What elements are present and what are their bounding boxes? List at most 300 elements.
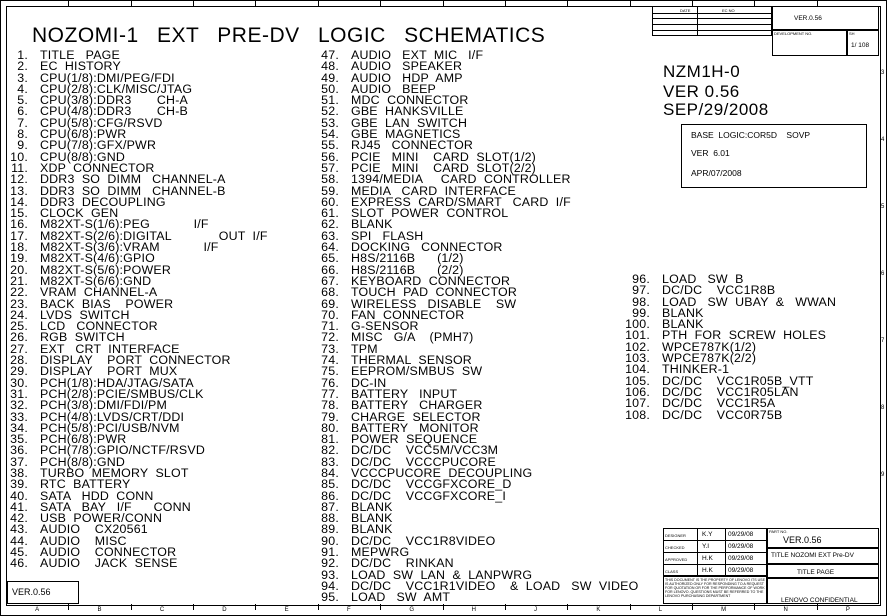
- toc-number: 106.: [625, 384, 650, 399]
- border-tick: [193, 604, 194, 610]
- toc-title: DOCKING CONNECTOR: [351, 240, 503, 255]
- approval-role: CHECKED: [665, 545, 685, 550]
- toc-number: 55.: [321, 138, 339, 153]
- base-logic-box: [681, 124, 867, 188]
- confidential-label: LENOVO CONFIDENTIAL: [781, 597, 858, 604]
- toc-number: 48.: [321, 59, 339, 74]
- border-letter: P: [845, 607, 850, 613]
- toc-title: BLANK: [351, 499, 393, 514]
- toc-title: LOAD SW LAN & LANPWRG: [351, 567, 533, 582]
- toc-number: 86.: [321, 488, 339, 503]
- toc-title: DISPLAY PORT CONNECTOR: [40, 353, 231, 368]
- border-tick: [255, 604, 256, 610]
- border-letter: D: [222, 607, 227, 613]
- toc-title: DC-IN: [351, 375, 387, 390]
- border-number: 3: [881, 70, 885, 76]
- toc-title: FAN CONNECTOR: [351, 307, 465, 322]
- toc-number: 68.: [321, 285, 339, 300]
- toc-number: 49.: [321, 70, 339, 85]
- border-tick: [754, 0, 755, 6]
- page-title: NOZOMI-1 EXT PRE-DV LOGIC SCHEMATICS: [32, 24, 546, 47]
- toc-number: 73.: [321, 341, 339, 356]
- toc-number: 74.: [321, 353, 339, 368]
- toc-number: 94.: [321, 578, 339, 593]
- title-block-bottom: [663, 528, 879, 604]
- toc-number: 16.: [10, 217, 28, 232]
- toc-number: 45.: [10, 545, 28, 560]
- toc-title: BLANK: [662, 317, 704, 332]
- toc-title: KEYBOARD CONNECTOR: [351, 273, 511, 288]
- toc-number: 56.: [321, 149, 339, 164]
- sheet-number: 1/ 108: [851, 42, 870, 49]
- border-letter: L: [658, 607, 663, 613]
- toc-title: M82XT-S(4/6):GPIO: [40, 251, 155, 266]
- toc-title: DISPLAY PORT MUX: [40, 364, 178, 379]
- toc-number: 102.: [625, 339, 650, 354]
- base-date: APR/07/2008: [691, 168, 742, 178]
- toc-number: 35.: [10, 432, 28, 447]
- border-letter: J: [534, 607, 538, 613]
- toc-number: 39.: [10, 477, 28, 492]
- toc-number: 77.: [321, 386, 339, 401]
- toc-number: 107.: [625, 396, 650, 411]
- toc-title: PCH(6/8):PWR: [40, 432, 127, 447]
- toc-title: BATTERY INPUT: [351, 386, 458, 401]
- toc-number: 70.: [321, 307, 339, 322]
- toc-number: 66.: [321, 262, 339, 277]
- toc-number: 97.: [632, 283, 650, 298]
- approval-role: APPROVED: [665, 557, 688, 562]
- toc-title: PCH(1/8):HDA/JTAG/SATA: [40, 375, 194, 390]
- border-tick: [255, 0, 256, 6]
- toc-number: 103.: [625, 351, 650, 366]
- toc-title: CPU(3/8):DDR3 CH-A: [40, 93, 189, 108]
- toc-title: DC/DC VCC1R05LAN: [662, 384, 799, 399]
- border-letter: E: [284, 607, 289, 613]
- toc-title: SATA HDD CONN: [40, 488, 154, 503]
- toc-title: PCH(2/8):PCIE/SMBUS/CLK: [40, 386, 204, 401]
- toc-title: LCD CONNECTOR: [40, 319, 158, 334]
- toc-title: LOAD SW UBAY & WWAN: [662, 294, 837, 309]
- border-tick: [692, 604, 693, 610]
- toc-title: VRAM CHANNEL-A: [40, 285, 158, 300]
- toc-number: 11.: [11, 160, 28, 175]
- toc-title: PCIE MINI CARD SLOT(1/2): [351, 149, 537, 164]
- toc-title: DDR3 DECOUPLING: [40, 194, 166, 209]
- toc-title: DC/DC VCC5M/VCC3M: [351, 443, 499, 458]
- border-tick: [567, 0, 568, 6]
- toc-title: M82XT-S(3/6):VRAM I/F: [40, 240, 219, 255]
- toc-number: 50.: [321, 81, 339, 96]
- toc-entry: [311, 592, 638, 603]
- toc-title: LOAD SW B: [662, 272, 744, 286]
- border-number: 6: [881, 271, 885, 277]
- toc-number: 95.: [321, 590, 339, 605]
- toc-number: 90.: [321, 533, 339, 548]
- toc-number: 25.: [10, 319, 28, 334]
- toc-number: 108.: [625, 407, 650, 422]
- approval-initials: K.Y: [702, 531, 713, 538]
- toc-title: TITLE PAGE: [40, 48, 120, 62]
- toc-number: 29.: [10, 364, 28, 379]
- toc-title: EEPROM/SMBUS SW: [351, 364, 483, 379]
- toc-title: BLANK: [351, 511, 393, 526]
- property-notice: THIS DOCUMENT IS THE PROPERTY OF LENOVO ITS USE IS AUTHORIZED ONLY FOR RESPONDING TO A REQUEST FOR QUOTATION OR FOR THE PERFORMANCE OF WORK FOR LENOVO. QUESTIONS MUST BE REFERRED TO THE LENOVO PURCHASING DEPARTMENT: [665, 578, 765, 598]
- toc-number: 99.: [632, 305, 650, 320]
- toc-number: 33.: [10, 409, 28, 424]
- border-letter: C: [159, 607, 165, 613]
- toc-number: 54.: [321, 127, 339, 142]
- toc-title: CPU(2/8):CLK/MISC/JTAG: [40, 81, 193, 96]
- toc-title: CPU(1/8):DMI/PEG/FDI: [40, 70, 175, 85]
- toc-title: DC/DC VCC1R1VIDEO & LOAD SW VIDEO: [351, 578, 639, 593]
- toc-column-2: [311, 50, 638, 604]
- toc-title: DC/DC VCC0R75B: [662, 407, 783, 422]
- sheet-header: SH: [849, 31, 855, 36]
- toc-title: POWER SEQUENCE: [351, 432, 478, 447]
- border-tick: [443, 604, 444, 610]
- toc-number: 75.: [321, 364, 339, 379]
- toc-title: TPM: [351, 341, 378, 356]
- toc-title: THINKER-1: [662, 362, 730, 377]
- toc-title: CPU(5/8):CFG/RSVD: [40, 115, 163, 130]
- toc-number: 26.: [10, 330, 28, 345]
- toc-number: 28.: [10, 353, 28, 368]
- toc-title: M82XT-S(1/6):PEG I/F: [40, 217, 209, 232]
- toc-number: 63.: [321, 228, 339, 243]
- approval-date: 09/29/08: [728, 543, 754, 550]
- toc-title: SPI FLASH: [351, 228, 424, 243]
- toc-title: DC/DC VCC1R8B: [662, 283, 776, 298]
- approval-initials: Y.I: [702, 543, 710, 550]
- toc-title: BLANK: [351, 217, 393, 232]
- border-tick: [692, 0, 693, 6]
- border-number: 7: [881, 338, 885, 344]
- toc-number: 105.: [625, 373, 650, 388]
- toc-number: 67.: [321, 273, 339, 288]
- toc-number: 44.: [10, 533, 28, 548]
- toc-number: 60.: [321, 194, 339, 209]
- toc-title: BLANK: [351, 522, 393, 537]
- toc-title: AUDIO BEEP: [351, 81, 437, 96]
- model-date: SEP/29/2008: [663, 100, 769, 119]
- date-header: DATE: [680, 8, 691, 13]
- border-tick: [380, 604, 381, 610]
- toc-title: SLOT POWER CONTROL: [351, 206, 509, 221]
- toc-title: DC/DC VCCCPUCORE: [351, 454, 496, 469]
- toc-title: M82XT-S(5/6):POWER: [40, 262, 171, 277]
- approval-role: DESIGNER: [665, 533, 686, 538]
- toc-column-3: [622, 274, 836, 421]
- toc-number: 64.: [321, 240, 339, 255]
- border-tick: [505, 604, 506, 610]
- toc-number: 20.: [10, 262, 28, 277]
- toc-number: 1.: [17, 48, 28, 62]
- devno-header: DEVELOPMENT NO.: [774, 31, 813, 36]
- toc-number: 72.: [321, 330, 339, 345]
- part-number: VER.0.56: [783, 535, 822, 545]
- border-number: 4: [881, 137, 885, 143]
- toc-number: 62.: [321, 217, 339, 232]
- toc-title: MISC G/A (PMH7): [351, 330, 474, 345]
- toc-title: M82XT-S(2/6):DIGITAL OUT I/F: [40, 228, 268, 243]
- toc-number: 15.: [10, 206, 28, 221]
- approval-role: CLASS: [665, 569, 679, 574]
- border-tick: [68, 0, 69, 6]
- toc-title: DC/DC VCCGFXCORE_D: [351, 477, 512, 492]
- toc-number: 5.: [17, 93, 28, 108]
- toc-title: AUDIO SPEAKER: [351, 59, 463, 74]
- toc-number: 3.: [17, 70, 28, 85]
- border-tick: [131, 604, 132, 610]
- toc-number: 53.: [321, 115, 339, 130]
- toc-number: 100.: [625, 317, 650, 332]
- border-letter: G: [409, 607, 414, 613]
- toc-number: 6.: [17, 104, 28, 119]
- toc-title: DDR3 SO DIMM CHANNEL-A: [40, 172, 226, 187]
- toc-number: 17.: [10, 228, 28, 243]
- border-tick: [754, 604, 755, 610]
- toc-number: 27.: [10, 341, 28, 356]
- border-number: 9: [881, 472, 885, 478]
- border-letter: F: [346, 607, 351, 613]
- title-block-top: [652, 6, 879, 56]
- toc-title: RGB SWITCH: [40, 330, 125, 345]
- toc-title: MDC CONNECTOR: [351, 93, 469, 108]
- border-tick: [630, 604, 631, 610]
- base-version: VER 6.01: [691, 148, 730, 158]
- toc-number: 43.: [10, 522, 28, 537]
- border-letter: B: [97, 607, 102, 613]
- toc-title: PCIE MINI CARD SLOT(2/2): [351, 160, 537, 175]
- toc-number: 12.: [10, 172, 28, 187]
- border-tick: [817, 0, 818, 6]
- toc-title: H8S/2116B (2/2): [351, 262, 464, 277]
- border-tick: [817, 604, 818, 610]
- toc-number: 51.: [321, 93, 339, 108]
- toc-title: WPCE787K(2/2): [662, 351, 757, 366]
- toc-title: BACK BIAS POWER: [40, 296, 174, 311]
- toc-number: 42.: [10, 511, 28, 526]
- approval-date: 09/29/08: [728, 555, 754, 562]
- doc-subtitle: TITLE PAGE: [797, 569, 835, 576]
- toc-title: 1394/MEDIA CARD CONTROLLER: [351, 172, 571, 187]
- toc-number: 88.: [321, 511, 339, 526]
- toc-title: GBE MAGNETICS: [351, 127, 461, 142]
- toc-number: 34.: [10, 420, 28, 435]
- toc-number: 38.: [10, 465, 28, 480]
- toc-entry: [0, 558, 268, 569]
- toc-number: 98.: [632, 294, 650, 309]
- toc-number: 40.: [10, 488, 28, 503]
- toc-number: 47.: [321, 48, 339, 62]
- toc-title: XDP CONNECTOR: [40, 160, 155, 175]
- toc-title: M82XT-S(6/6):GND: [40, 273, 152, 288]
- toc-title: H8S/2116B (1/2): [351, 251, 464, 266]
- approval-date: 09/29/08: [728, 531, 754, 538]
- toc-title: DC/DC VCC1R8VIDEO: [351, 533, 496, 548]
- toc-number: 89.: [321, 522, 339, 537]
- toc-number: 4.: [17, 81, 28, 96]
- toc-title: EC HISTORY: [40, 59, 121, 74]
- border-letter: H: [471, 607, 477, 613]
- toc-title: GBE HANKSVILLE: [351, 104, 464, 119]
- toc-number: 23.: [10, 296, 28, 311]
- approval-initials: H.K: [702, 567, 713, 574]
- toc-title: PCH(3/8):DMI/FDI/PM: [40, 398, 168, 413]
- toc-title: LOAD SW AMT: [351, 590, 451, 605]
- toc-number: 9.: [17, 138, 28, 153]
- toc-number: 58.: [321, 172, 339, 187]
- border-letter: M: [721, 607, 727, 613]
- toc-number: 21.: [10, 273, 28, 288]
- toc-number: 65.: [321, 251, 339, 266]
- toc-number: 7.: [17, 115, 28, 130]
- base-logic-line: BASE LOGIC:COR5D SOVP: [691, 130, 811, 140]
- border-tick: [380, 0, 381, 6]
- toc-number: 87.: [321, 499, 339, 514]
- border-tick: [68, 604, 69, 610]
- partno-header: PART NO.: [769, 529, 788, 534]
- toc-title: PCH(5/8):PCI/USB/NVM: [40, 420, 180, 435]
- border-tick: [443, 0, 444, 6]
- toc-number: 24.: [10, 307, 28, 322]
- border-tick: [131, 0, 132, 6]
- toc-number: 8.: [17, 127, 28, 142]
- toc-title: DC/DC VCC1R5A: [662, 396, 776, 411]
- toc-title: DC/DC VCCGFXCORE_I: [351, 488, 506, 503]
- toc-number: 46.: [10, 556, 28, 571]
- toc-number: 71.: [321, 319, 339, 334]
- toc-title: BATTERY MONITOR: [351, 420, 479, 435]
- border-tick: [567, 604, 568, 610]
- toc-title: BATTERY CHARGER: [351, 398, 483, 413]
- border-number: 8: [881, 405, 885, 411]
- top-version: VER.0.56: [794, 15, 822, 22]
- border-tick: [505, 0, 506, 6]
- toc-number: 57.: [321, 160, 339, 175]
- toc-title: PCH(7/8):GPIO/NCTF/RSVD: [40, 443, 206, 458]
- toc-title: TOUCH PAD CONNECTOR: [351, 285, 517, 300]
- toc-number: 81.: [321, 432, 339, 447]
- toc-title: AUDIO MISC: [40, 533, 127, 548]
- toc-title: TURBO MEMORY SLOT: [40, 465, 189, 480]
- toc-title: THERMAL SENSOR: [351, 353, 472, 368]
- toc-title: MEDIA CARD INTERFACE: [351, 183, 517, 198]
- toc-title: CHARGE SELECTOR: [351, 409, 481, 424]
- toc-title: EXPRESS CARD/SMART CARD I/F: [351, 194, 571, 209]
- model-name: NZM1H-0: [663, 62, 741, 81]
- border-number: 5: [881, 204, 885, 210]
- toc-title: CLOCK GEN: [40, 206, 119, 221]
- toc-title: AUDIO CONNECTOR: [40, 545, 177, 560]
- toc-title: BLANK: [662, 305, 704, 320]
- toc-number: 41.: [10, 499, 28, 514]
- toc-number: 82.: [321, 443, 339, 458]
- toc-title: CPU(4/8):DDR3 CH-B: [40, 104, 189, 119]
- toc-number: 92.: [321, 556, 339, 571]
- toc-title: G-SENSOR: [351, 319, 419, 334]
- toc-title: RTC BATTERY: [40, 477, 131, 492]
- toc-number: 19.: [10, 251, 28, 266]
- toc-title: USB POWER/CONN: [40, 511, 163, 526]
- toc-number: 61.: [321, 206, 339, 221]
- toc-title: LVDS SWITCH: [40, 307, 130, 322]
- toc-title: PCH(8/8):GND: [40, 454, 126, 469]
- toc-number: 30.: [10, 375, 28, 390]
- border-tick: [630, 0, 631, 6]
- toc-title: AUDIO EXT MIC I/F: [351, 48, 484, 62]
- border-letter: A: [35, 607, 40, 613]
- toc-entry: [622, 294, 837, 309]
- toc-number: 96.: [632, 272, 650, 286]
- toc-title: AUDIO JACK SENSE: [40, 556, 178, 571]
- toc-title: EXT CRT INTERFACE: [40, 341, 180, 356]
- toc-number: 52.: [321, 104, 339, 119]
- toc-title: CPU(8/8):GND: [40, 149, 126, 164]
- toc-column-1: [0, 50, 268, 570]
- toc-number: 69.: [321, 296, 339, 311]
- left-version-box: [7, 581, 79, 604]
- approval-date: 09/29/08: [728, 567, 754, 574]
- toc-title: AUDIO CX20561: [40, 522, 148, 537]
- toc-title: AUDIO HDP AMP: [351, 70, 463, 85]
- toc-title: GBE LAN SWITCH: [351, 115, 468, 130]
- approval-initials: H.K: [702, 555, 713, 562]
- toc-number: 37.: [10, 454, 28, 469]
- toc-title: DC/DC RINKAN: [351, 556, 454, 571]
- toc-number: 10.: [10, 149, 28, 164]
- border-tick: [318, 604, 319, 610]
- toc-number: 32.: [10, 398, 28, 413]
- toc-title: VCCCPUCORE DECOUPLING: [351, 465, 533, 480]
- toc-number: 91.: [321, 545, 339, 560]
- toc-number: 2.: [17, 59, 28, 74]
- toc-entry: [622, 305, 836, 320]
- toc-number: 80.: [321, 420, 339, 435]
- doc-title: TITLE NOZOMI EXT Pre-DV: [771, 552, 854, 559]
- border-letter: K: [596, 607, 601, 613]
- toc-number: 93.: [321, 567, 339, 582]
- toc-title: WIRELESS DISABLE SW: [351, 296, 517, 311]
- toc-number: 14.: [10, 194, 28, 209]
- toc-title: DC/DC VCC1R05B_VTT: [662, 373, 814, 388]
- toc-number: 85.: [321, 477, 339, 492]
- toc-number: 13.: [10, 183, 28, 198]
- toc-number: 83.: [321, 454, 339, 469]
- border-letter: N: [783, 607, 788, 613]
- left-version: VER.0.56: [12, 587, 51, 597]
- toc-number: 59.: [321, 183, 339, 198]
- model-version: VER 0.56: [663, 82, 740, 101]
- toc-number: 22.: [10, 285, 28, 300]
- toc-title: DDR3 SO DIMM CHANNEL-B: [40, 183, 226, 198]
- toc-number: 31.: [10, 386, 28, 401]
- toc-title: SATA BAY I/F CONN: [40, 499, 191, 514]
- toc-title: MEPWRG: [351, 545, 410, 560]
- toc-number: 79.: [321, 409, 339, 424]
- toc-title: PCH(4/8):LVDS/CRT/DDI: [40, 409, 185, 424]
- toc-title: PTH FOR SCREW HOLES: [662, 328, 827, 343]
- toc-number: 104.: [625, 362, 650, 377]
- toc-title: CPU(6/8):PWR: [40, 127, 127, 142]
- border-tick: [318, 0, 319, 6]
- toc-title: CPU(7/8):GFX/PWR: [40, 138, 157, 153]
- border-tick: [193, 0, 194, 6]
- toc-title: WPCE787K(1/2): [662, 339, 757, 354]
- toc-entry: [622, 407, 836, 422]
- ecno-header: EC NO: [722, 8, 735, 13]
